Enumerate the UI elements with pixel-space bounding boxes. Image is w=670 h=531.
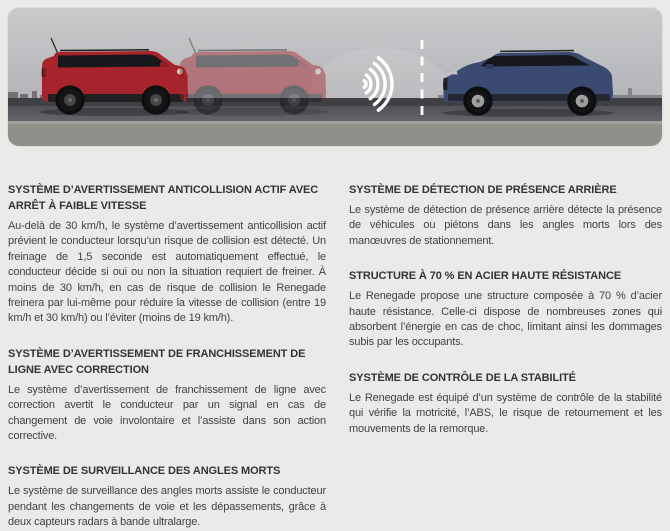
section-body: Le système de détection de présence arrière détecte la présence de véhicules ou piétons dans les angles morts lors des manœuvres de stationnement. bbox=[349, 204, 662, 247]
section-title: SYSTÈME DE DÉTECTION DE PRÉSENCE ARRIÈRE bbox=[349, 184, 617, 196]
section-body: Le système d’avertissement de franchissement de ligne avec correction avertit le conducteur par un signal en cas de changement de voie involontaire et l’assiste dans son action corrective. bbox=[8, 383, 326, 443]
section-title: SYSTÈME DE CONTRÔLE DE LA STABILITÉ bbox=[349, 371, 576, 384]
left-column bbox=[8, 182, 326, 531]
ground-strip bbox=[8, 124, 662, 146]
feature-section-collision-warning bbox=[8, 182, 326, 327]
section-body: Le système de surveillance des angles morts assiste le conducteur pendant les changements de voie et les dépassements, grâce à deux capteurs radars à bande ultralarge. bbox=[8, 485, 326, 529]
section-title: SYSTÈME DE SURVEILLANCE DES ANGLES MORTS bbox=[8, 465, 281, 478]
feature-columns bbox=[8, 182, 662, 531]
section-title: SYSTÈME D’AVERTISSEMENT DE FRANCHISSEMENT DE LIGNE AVEC CORRECTION bbox=[8, 347, 306, 376]
section-body: Le Renegade est équipé d’un système de contrôle de la stabilité qui vérifie la motricité, l’ABS, le risque de retournement et les mouvements de la remorque. bbox=[349, 391, 662, 435]
curb-line bbox=[8, 121, 662, 124]
section-body: Au-delà de 30 km/h, le système d’avertissement anticollision actif prévient le conducteur lorsqu’un risque de collision est détecté. Un freinage de 1,5 seconde est automatiquement effectué, le conducteur décide si oui ou non la situation requiert de freiner. À moins de 30 km/h, en cas de risque de collision le Renegade freinera par lui-même pour réduire la vitesse de collision (entre 19 km/h et 30 km/h) ou l’éviter (moins de 19 km/h). bbox=[8, 220, 326, 325]
feature-section-stability-control bbox=[349, 370, 662, 437]
section-body: Le Renegade propose une structure composée à 70 % d’acier haute résistance. Celle-ci dispose de nombreuses zones qui absorbent l’énergie en cas de choc, limitant ainsi les dommages subis par les occupants. bbox=[349, 290, 662, 349]
feature-section-rear-detection bbox=[349, 182, 662, 249]
hero-image bbox=[8, 8, 662, 146]
feature-section-steel-structure bbox=[349, 268, 662, 351]
section-title: STRUCTURE À 70 % EN ACIER HAUTE RÉSISTANCE bbox=[349, 270, 622, 283]
feature-section-blind-spot bbox=[8, 463, 326, 530]
right-column bbox=[349, 182, 662, 531]
section-title: SYSTÈME D’AVERTISSEMENT ANTICOLLISION ACTIF AVEC ARRÊT À FAIBLE VITESSE bbox=[8, 184, 319, 212]
collision-avoidance-illustration bbox=[8, 8, 662, 146]
feature-section-lane-departure bbox=[8, 346, 326, 445]
